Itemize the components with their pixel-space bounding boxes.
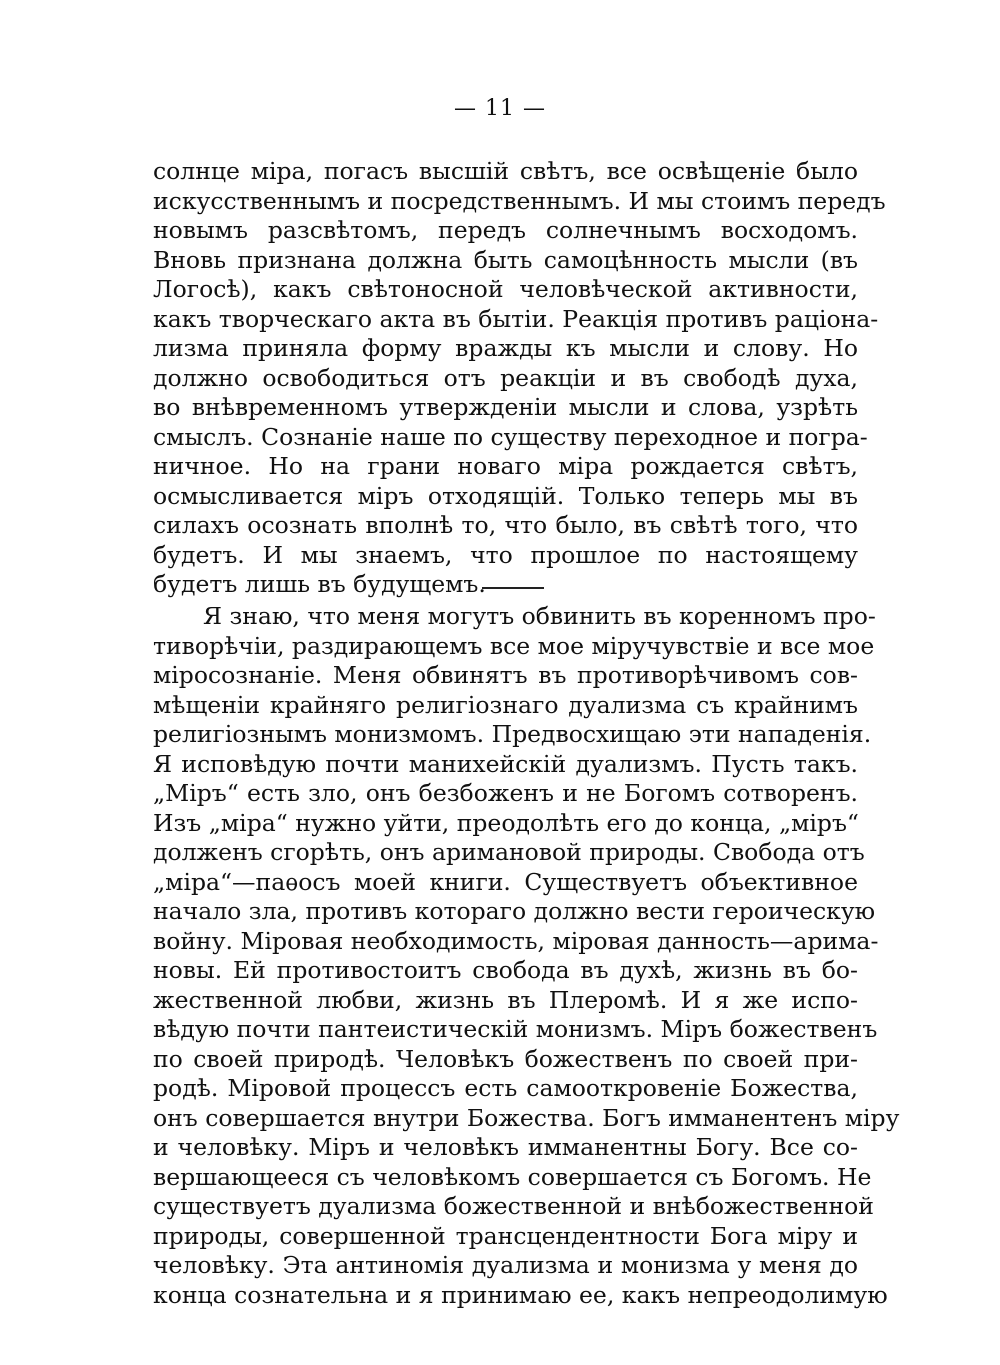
text-line: Изъ „міра“ нужно уйти, преодолѣть его до конца, „міръ“ [153,808,859,837]
text-line: мѣщеніи крайняго религіознаго дуализма съ крайнимъ [153,690,858,719]
text-line: войну. Міровая необходимость, міровая данность—арима- [153,926,879,955]
text-line: смыслъ. Сознаніе наше по существу переходное и погра- [153,422,868,451]
text-line: природы, совершенной трансцендентности Бога міру и [153,1221,858,1250]
text-line: онъ совершается внутри Божества. Богъ имманентенъ міру [153,1103,900,1132]
text-line: лизма приняла форму вражды къ мысли и слову. Но [153,334,858,362]
text-line: конца сознательна и я принимаю ее, какъ непреодолимую [153,1280,888,1309]
text-line: человѣку. Эта антиномія дуализма и монизма у меня до [153,1251,858,1279]
text-line: силахъ осознать вполнѣ то, что было, въ свѣтѣ того, что [153,511,858,539]
text-line: будетъ лишь въ будущемъ. [153,570,486,598]
text-line: должно освободиться отъ реакціи и въ свободѣ духа, [153,363,858,392]
text-line: какъ творческаго акта въ бытіи. Реакція противъ раціона- [153,304,879,333]
text-line: Я исповѣдую почти манихейскій дуализмъ. Пусть такъ. [153,749,858,778]
text-line: солнце міра, погасъ высшій свѣтъ, все освѣщеніе было [153,157,858,185]
text-line: тиворѣчіи, раздирающемъ все мое міручувствіе и все мое [153,631,875,660]
text-line: родѣ. Міровой процессъ есть самооткровеніе Божества, [153,1074,858,1102]
text-line: „міра“—паѳосъ моей книги. Существуетъ объективное [153,867,858,896]
section-divider [482,587,544,589]
text-line: существуетъ дуализма божественной и внѣбожественной [153,1192,874,1220]
text-line: и человѣку. Міръ и человѣкъ имманентны Богу. Все со- [153,1133,858,1161]
text-line: Вновь признана должна быть самоцѣнность мысли (въ [153,245,858,274]
text-line: новы. Ей противостоитъ свобода въ духѣ, жизнь въ бо- [153,956,858,984]
paragraph-1 [153,157,886,600]
page-number: — 11 — [454,96,546,121]
text-line: вершающееся съ человѣкомъ совершается съ Богомъ. Не [153,1162,872,1191]
text-line: религіознымъ монизмомъ. Предвосхищаю эти нападенія. [153,720,872,748]
text-line: начало зла, противъ котораго должно вести героическую [153,897,876,925]
text-line: по своей природѣ. Человѣкъ божественъ по своей при- [153,1044,858,1073]
text-line: новымъ разсвѣтомъ, передъ солнечнымъ восходомъ. [153,216,858,244]
paragraph-2 [153,602,900,1310]
text-line: міросознаніе. Меня обвинятъ въ противорѣчивомъ сов- [153,661,858,689]
text-line: „Міръ“ есть зло, онъ безбоженъ и не Богомъ сотворенъ. [153,779,858,807]
text-line: Я знаю, что меня могутъ обвинить въ коренномъ про- [203,602,876,630]
text-line: жественной любви, жизнь въ Плеромѣ. И я же испо- [153,985,858,1014]
text-line: вѣдую почти пантеистическій монизмъ. Міръ божественъ [153,1015,878,1043]
text-line: осмысливается міръ отходящій. Только теперь мы въ [153,481,858,510]
text-line: Логосѣ), какъ свѣтоносной человѣческой активности, [153,275,858,303]
text-line: будетъ. И мы знаемъ, что прошлое по настоящему [153,540,858,569]
text-line: искусственнымъ и посредственнымъ. И мы стоимъ передъ [153,186,886,215]
text-line: во внѣвременномъ утвержденіи мысли и слова, узрѣть [153,393,858,421]
text-line: ничное. Но на грани новаго міра рождается свѣтъ, [153,452,858,480]
text-line: долженъ сгорѣть, онъ аримановой природы. Свобода отъ [153,838,865,866]
